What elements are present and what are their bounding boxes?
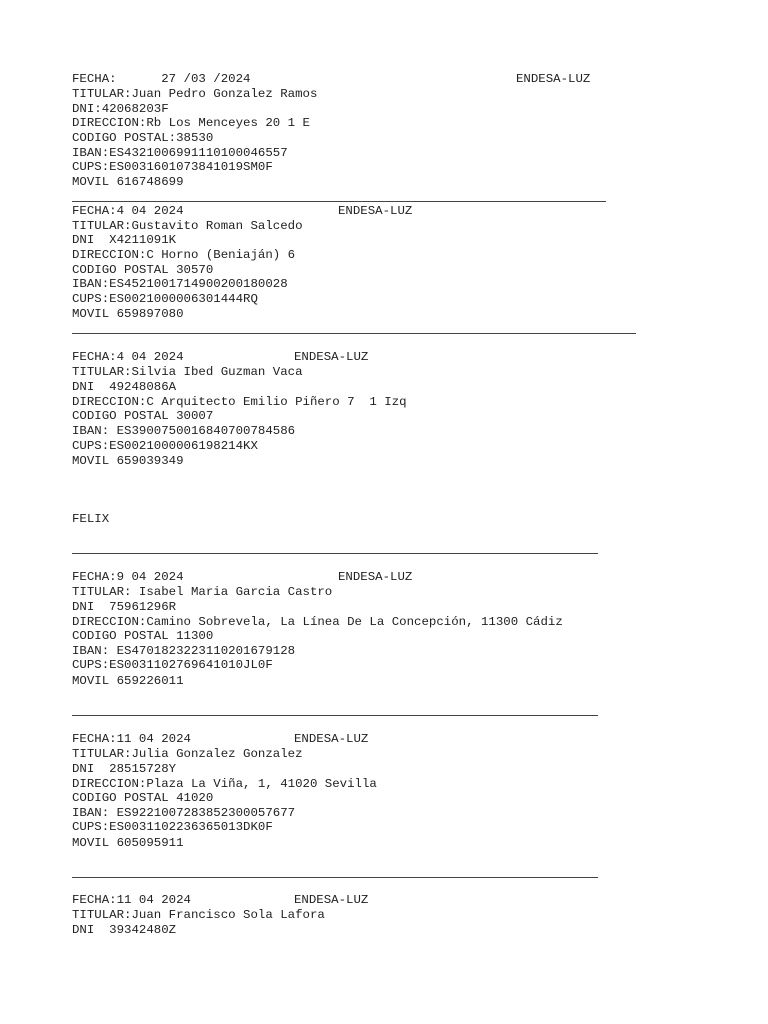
separator-line bbox=[72, 715, 598, 716]
record-movil: MOVIL 616748699 bbox=[72, 175, 184, 189]
record-dni: DNI 75961296R bbox=[72, 600, 177, 614]
record-titular: TITULAR:Gustavito Roman Salcedo bbox=[72, 219, 303, 233]
record-dni: DNI 39342480Z bbox=[72, 923, 177, 937]
record-date: FECHA:9 04 2024 bbox=[72, 570, 184, 584]
record-titular: TITULAR: Isabel Maria Garcia Castro bbox=[72, 585, 333, 599]
record-company: ENDESA-LUZ bbox=[294, 732, 369, 746]
record-cups: CUPS:ES0031601073841019SM0F bbox=[72, 160, 273, 174]
record-direccion: DIRECCION:Camino Sobrevela, La Línea De La Concepción, 11300 Cádiz bbox=[72, 615, 563, 629]
record-dni: DNI 28515728Y bbox=[72, 762, 177, 776]
separator-line bbox=[72, 877, 598, 878]
record-codigo-postal: CODIGO POSTAL 11300 bbox=[72, 629, 214, 643]
record-movil: MOVIL 659226011 bbox=[72, 674, 184, 688]
record-codigo-postal: CODIGO POSTAL 30007 bbox=[72, 409, 214, 423]
record-movil: MOVIL 659897080 bbox=[72, 307, 184, 321]
record-movil: MOVIL 659039349 bbox=[72, 454, 184, 468]
record-company: ENDESA-LUZ bbox=[338, 204, 413, 218]
record-codigo-postal: CODIGO POSTAL 30570 bbox=[72, 263, 214, 277]
record-codigo-postal: CODIGO POSTAL 41020 bbox=[72, 791, 214, 805]
record-date: FECHA:4 04 2024 bbox=[72, 350, 184, 364]
record-titular: TITULAR:Juan Francisco Sola Lafora bbox=[72, 908, 325, 922]
record-company: ENDESA-LUZ bbox=[338, 570, 413, 584]
record-note: FELIX bbox=[72, 512, 110, 526]
record-iban: IBAN: ES4701823223110201679128 bbox=[72, 644, 296, 658]
record-titular: TITULAR:Silvia Ibed Guzman Vaca bbox=[72, 365, 303, 379]
record-dni: DNI:42068203F bbox=[72, 102, 169, 116]
record-movil: MOVIL 605095911 bbox=[72, 836, 184, 850]
record-dni: DNI X4211091K bbox=[72, 233, 177, 247]
record-date: FECHA:4 04 2024 bbox=[72, 204, 184, 218]
record-direccion: DIRECCION:C Arquitecto Emilio Piñero 7 1 Izq bbox=[72, 395, 407, 409]
record-date: FECHA:11 04 2024 bbox=[72, 732, 191, 746]
record-dni: DNI 49248086A bbox=[72, 380, 177, 394]
record-codigo-postal: CODIGO POSTAL:38530 bbox=[72, 131, 214, 145]
record-cups: CUPS:ES0031102236365013DK0F bbox=[72, 820, 273, 834]
separator-line bbox=[72, 553, 598, 554]
record-iban: IBAN: ES3900750016840700784586 bbox=[72, 424, 296, 438]
record-company: ENDESA-LUZ bbox=[516, 72, 591, 86]
separator-line bbox=[72, 333, 636, 334]
record-date: FECHA:11 04 2024 bbox=[72, 893, 191, 907]
record-cups: CUPS:ES0021000006301444RQ bbox=[72, 292, 258, 306]
record-iban: IBAN: ES9221007283852300057677 bbox=[72, 806, 296, 820]
record-company: ENDESA-LUZ bbox=[294, 893, 369, 907]
record-direccion: DIRECCION:Rb Los Menceyes 20 1 E bbox=[72, 116, 310, 130]
separator-line bbox=[72, 201, 606, 202]
record-titular: TITULAR:Juan Pedro Gonzalez Ramos bbox=[72, 87, 318, 101]
record-iban: IBAN:ES4321006991110100046557 bbox=[72, 146, 288, 160]
record-titular: TITULAR:Julia Gonzalez Gonzalez bbox=[72, 747, 303, 761]
record-direccion: DIRECCION:Plaza La Viña, 1, 41020 Sevilla bbox=[72, 777, 377, 791]
record-cups: CUPS:ES0031102769641010JL0F bbox=[72, 658, 273, 672]
record-iban: IBAN:ES4521001714900200180028 bbox=[72, 277, 288, 291]
record-company: ENDESA-LUZ bbox=[294, 350, 369, 364]
record-cups: CUPS:ES0021000006198214KX bbox=[72, 439, 258, 453]
record-direccion: DIRECCION:C Horno (Beniaján) 6 bbox=[72, 248, 296, 262]
record-date: FECHA: 27 /03 /2024 bbox=[72, 72, 251, 86]
